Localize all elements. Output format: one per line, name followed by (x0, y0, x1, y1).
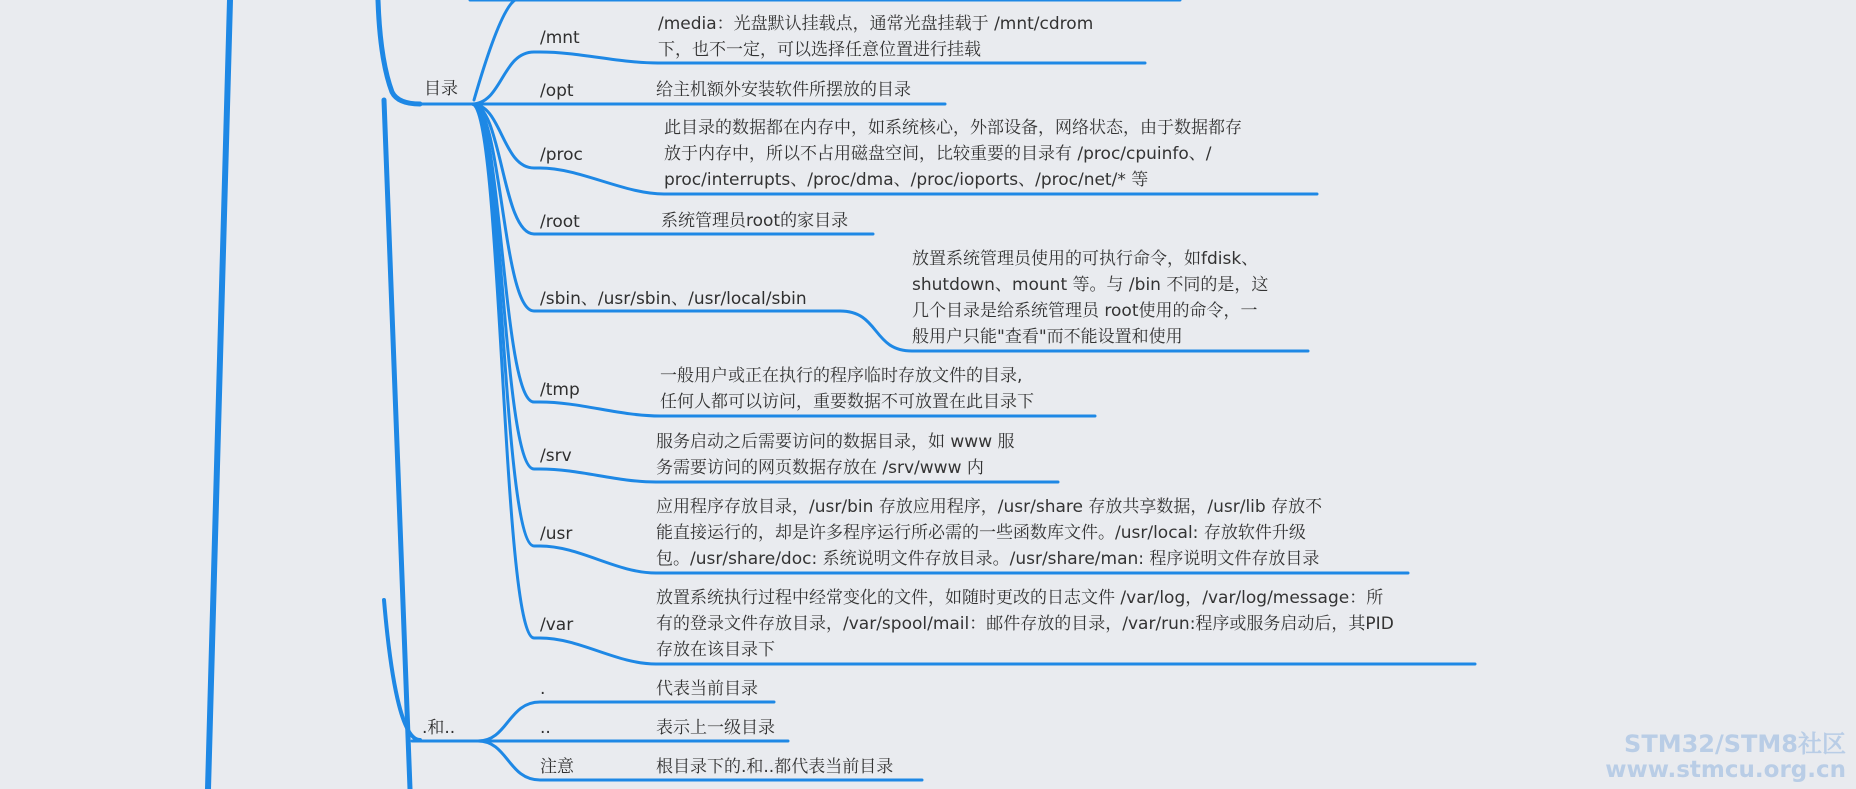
node-desc-proc: 此目录的数据都在内存中，如系统核心，外部设备，网络状态，由于数据都存 放于内存中，所以不占用磁盘空间，比较重要的目录有 /proc/cpuinfo、/ proc/interrupts、/proc/dma、/proc/ioports、/proc/net/* 等 (664, 118, 1242, 190)
node-label-dot: . (540, 679, 546, 699)
root-trunk-line (208, 0, 230, 789)
node-label-tmp: /tmp (540, 380, 580, 400)
node-desc-dot: 代表当前目录 (656, 679, 758, 699)
node-label-var: /var (540, 615, 574, 635)
branch-line-mnt (472, 52, 540, 104)
node-desc-srv: 服务启动之后需要访问的数据目录，如 www 服 务需要访问的网页数据存放在 /srv/www 内 (656, 432, 1015, 478)
main-trunk-line (378, 0, 420, 104)
node-desc-root: 系统管理员root的家目录 (661, 211, 849, 231)
node-desc-dotdot: 表示上一级目录 (656, 718, 775, 738)
node-label-sbin: /sbin、/usr/sbin、/usr/local/sbin (540, 289, 807, 309)
node-desc-opt: 给主机额外安装软件所摆放的目录 (656, 80, 911, 100)
main-trunk-line-lower (384, 100, 410, 789)
node-label-proc: /proc (540, 145, 583, 165)
node-label-usr: /usr (540, 524, 573, 544)
node-label-srv: /srv (540, 446, 572, 466)
node-desc-sbin: 放置系统管理员使用的可执行命令，如fdisk、 shutdown、mount 等。与 /bin 不同的是，这 几个目录是给系统管理员 root使用的命令，一 般用户只能"查看"而不能设置和使用 (912, 249, 1269, 347)
branch-line-note (478, 741, 600, 780)
group-label-catalog: 目录 (424, 79, 458, 99)
node-label-opt: /opt (540, 81, 574, 101)
watermark-line2: www.stmcu.org.cn (1605, 757, 1846, 783)
node-label-root: /root (540, 212, 580, 232)
node-desc-tmp: 一般用户或正在执行的程序临时存放文件的目录, 任何人都可以访问，重要数据不可放置在此目录下 (660, 366, 1034, 412)
watermark-line1: STM32/STM8社区 (1624, 730, 1846, 758)
node-desc-mnt: /media：光盘默认挂载点，通常光盘挂载于 /mnt/cdrom 下，也不一定，可以选择任意位置进行挂载 (658, 14, 1094, 60)
node-label-note: 注意 (540, 757, 574, 777)
node-label-dotdot: .. (540, 718, 551, 738)
node-desc-note: 根目录下的.和..都代表当前目录 (656, 757, 894, 777)
node-desc-usr: 应用程序存放目录，/usr/bin 存放应用程序，/usr/share 存放共享数据，/usr/lib 存放不 能直接运行的，却是许多程序运行所必需的一些函数库文件。/usr/local: 存放软件升级 包。/usr/share/doc: 系统说明文件存放目录。/usr/share/man: 程序说明文件存放目录 (656, 497, 1323, 569)
group-label-dots: .和.. (422, 718, 456, 738)
node-desc-var: 放置系统执行过程中经常变化的文件，如随时更改的日志文件 /var/log，/var/log/message：所 有的登录文件存放目录，/var/spool/mail：邮件存放的目录，/var/run:程序或服务启动后，其PID 存放在该目录下 (656, 588, 1394, 660)
branch-line-dot (478, 702, 600, 741)
node-label-mnt: /mnt (540, 28, 580, 48)
previous-node-connector (474, 0, 515, 100)
